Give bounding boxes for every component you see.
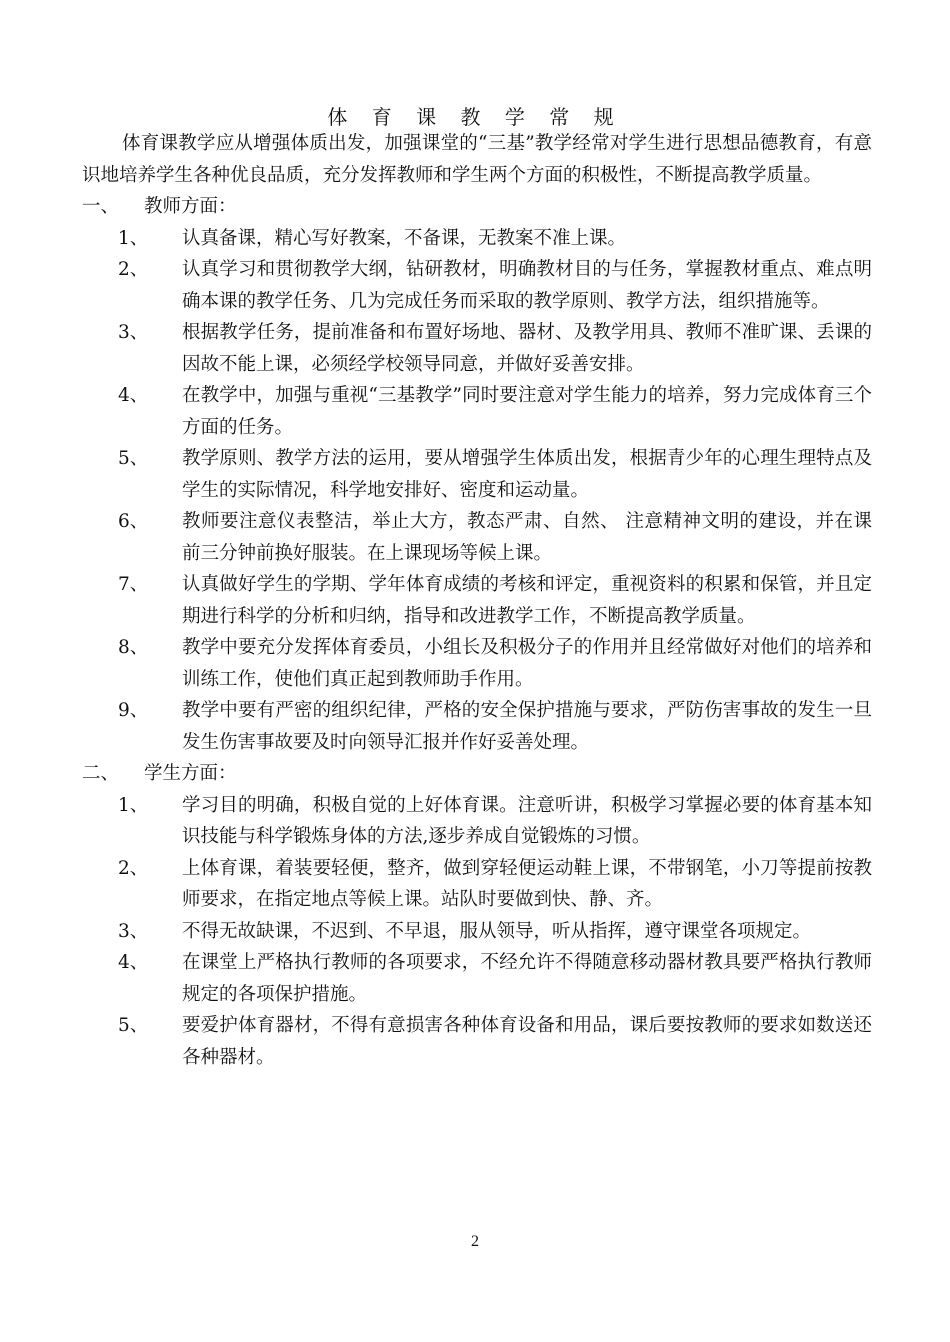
section-title: 教师方面： [144, 196, 237, 217]
list-item [82, 380, 872, 443]
list-item [82, 317, 872, 380]
item-text: 在教学中，加强与重视“三基教学”同时要注意对学生能力的培养，努力完成体育三个方面的任务。 [182, 385, 872, 438]
item-number: 7、 [118, 574, 149, 595]
list-item [82, 695, 872, 758]
section-title: 学生方面： [144, 763, 237, 784]
section-number: 二、 [82, 763, 120, 784]
list-item [82, 506, 872, 569]
list-item [82, 790, 872, 853]
list-item [82, 632, 872, 695]
item-text: 认真备课，精心写好教案，不备课，无教案不准上课。 [182, 227, 627, 249]
item-number: 8、 [118, 637, 149, 658]
item-text: 教学原则、教学方法的运用，要从增强学生体质出发，根据青少年的心理生理特点及学生的实际情况，科学地安排好、密度和运动量。 [182, 448, 872, 501]
list-item [82, 254, 872, 317]
item-text: 根据教学任务，提前准备和布置好场地、器材、及教学用具、教师不准旷课、丢课的因故不能上课，必须经学校领导同意，并做好妥善安排。 [182, 322, 872, 375]
item-number: 3、 [118, 920, 149, 942]
item-text: 认真学习和贯彻教学大纲，钻研教材，明确教材目的与任务，掌握教材重点、难点明确本课的教学任务、几为完成任务而采取的教学原则、教学方法，组织措施等。 [182, 259, 872, 312]
list-item [82, 443, 872, 506]
page-title: 体 育 课 教 学 常 规 [327, 105, 623, 129]
list-item [82, 947, 872, 1010]
intro-paragraph: 体育课教学应从增强体质出发，加强课堂的“三基”教学经常对学生进行思想品德教育，有意识地培养学生各种优良品质，充分发挥教师和学生两个方面的积极性，不断提高教学质量。 [82, 133, 872, 186]
list-item [82, 853, 872, 916]
list-item [82, 1010, 872, 1073]
item-number: 1、 [118, 227, 149, 249]
item-number: 4、 [118, 385, 149, 406]
section-number: 一、 [82, 196, 120, 217]
item-number: 5、 [118, 448, 149, 469]
item-text: 上体育课，着装要轻便，整齐，做到穿轻便运动鞋上课，不带钢笔，小刀等提前按教师要求，在指定地点等候上课。站队时要做到快、静、齐。 [182, 857, 872, 910]
item-text: 学习目的明确，积极自觉的上好体育课。注意听讲，积极学习掌握必要的体育基本知识技能与科学锻炼身体的方法,逐步养成自觉锻炼的习惯。 [182, 794, 872, 847]
list-item [82, 223, 872, 255]
section-heading-student [82, 758, 872, 790]
page-number: 2 [471, 1233, 479, 1250]
item-text: 认真做好学生的学期、学年体育成绩的考核和评定，重视资料的积累和保管，并且定期进行科学的分析和归纳，指导和改进教学工作，不断提高教学质量。 [182, 574, 872, 627]
item-text: 教学中要充分发挥体育委员，小组长及积极分子的作用并且经常做好对他们的培养和训练工作，使他们真正起到教师助手作用。 [182, 637, 872, 690]
item-number: 2、 [118, 857, 149, 879]
item-number: 6、 [118, 511, 149, 532]
section-heading-teacher [82, 191, 872, 223]
item-number: 2、 [118, 259, 149, 280]
item-text: 教学中要有严密的组织纪律，严格的安全保护措施与要求，严防伤害事故的发生一旦发生伤害事故要及时向领导汇报并作好妥善处理。 [182, 700, 872, 753]
item-text: 教师要注意仪表整洁，举止大方，教态严肃、自然、 注意精神文明的建设，并在课前三分钟前换好服装。在上课现场等候上课。 [182, 511, 872, 564]
list-item [82, 569, 872, 632]
list-item [82, 916, 872, 948]
item-text: 要爱护体育器材，不得有意损害各种体育设备和用品，课后要按教师的要求如数送还各种器材。 [182, 1015, 872, 1068]
document-body [82, 128, 872, 1073]
item-number: 5、 [118, 1015, 149, 1036]
item-text: 在课堂上严格执行教师的各项要求，不经允许不得随意移动器材教具要严格执行教师规定的各项保护措施。 [182, 952, 872, 1005]
item-number: 1、 [118, 794, 149, 816]
item-number: 3、 [118, 322, 149, 343]
item-number: 9、 [118, 700, 149, 721]
item-text: 不得无故缺课，不迟到、不早退，服从领导，听从指挥，遵守课堂各项规定。 [182, 920, 812, 942]
item-number: 4、 [118, 952, 149, 973]
